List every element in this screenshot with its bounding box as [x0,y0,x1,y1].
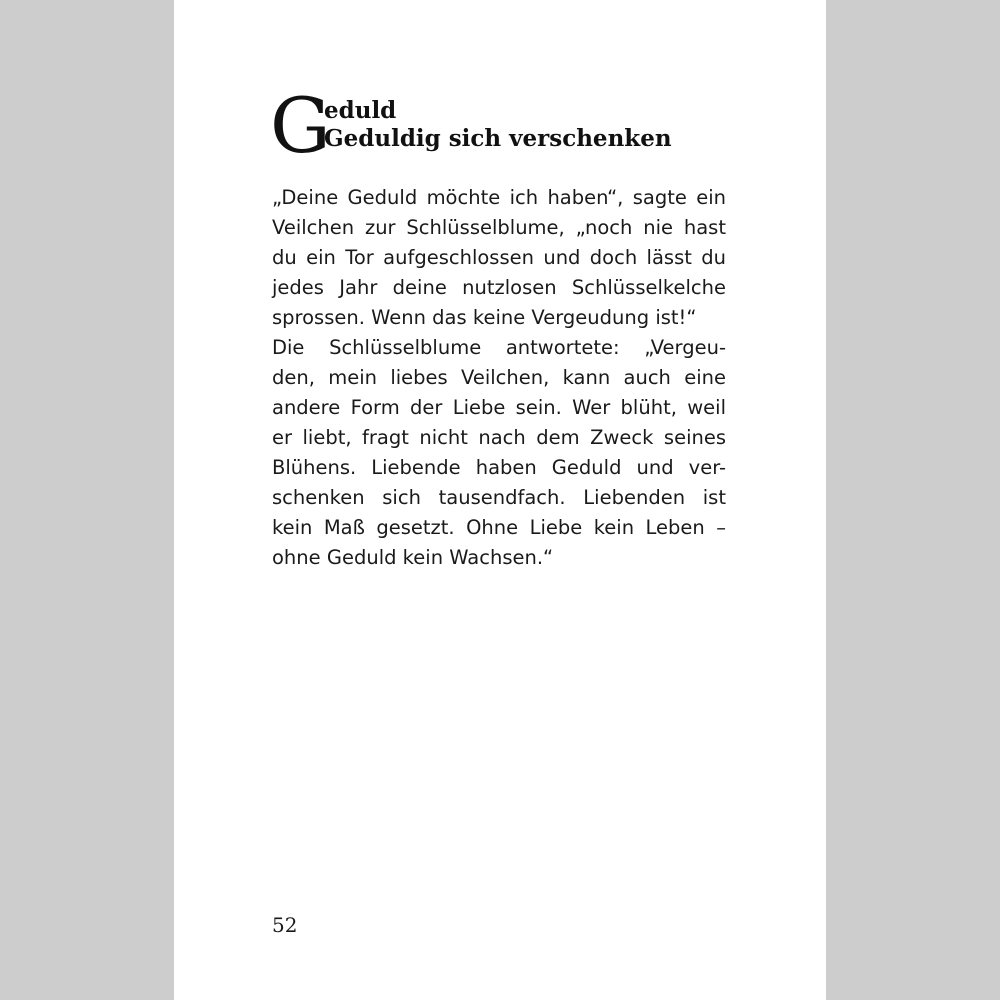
book-page [174,0,826,1000]
text-line: kein Maß gesetzt. Ohne Liebe kein Leben – [272,516,726,539]
chapter-title: eduld [324,97,397,124]
page-number: 52 [272,913,298,937]
chapter-heading [270,81,770,170]
text-line: Veilchen zur Schlüsselblume, „noch nie hast [272,216,726,239]
text-line: den, mein liebes Veilchen, kann auch eine [272,366,726,389]
text-line: jedes Jahr deine nutzlosen Schlüsselkelche [272,276,726,299]
drop-cap: G [270,81,331,170]
text-line: „Deine Geduld möchte ich haben“, sagte ein [272,186,726,209]
chapter-subtitle: Geduldig sich verschenken [324,125,672,152]
text-line: andere Form der Liebe sein. Wer blüht, weil [272,396,726,419]
text-line: du ein Tor aufgeschlossen und doch lässt du [272,246,726,269]
text-line: er liebt, fragt nicht nach dem Zweck seines [272,426,726,449]
text-line: ohne Geduld kein Wachsen.“ [272,546,554,569]
text-line: Die Schlüsselblume antwortete: „Vergeu- [272,336,726,359]
body-text [272,183,726,573]
text-line: sprossen. Wenn das keine Vergeudung ist!“ [272,306,697,329]
text-line: Blühens. Liebende haben Geduld und ver- [272,456,726,479]
text-line: schenken sich tausendfach. Liebenden ist [272,486,726,509]
